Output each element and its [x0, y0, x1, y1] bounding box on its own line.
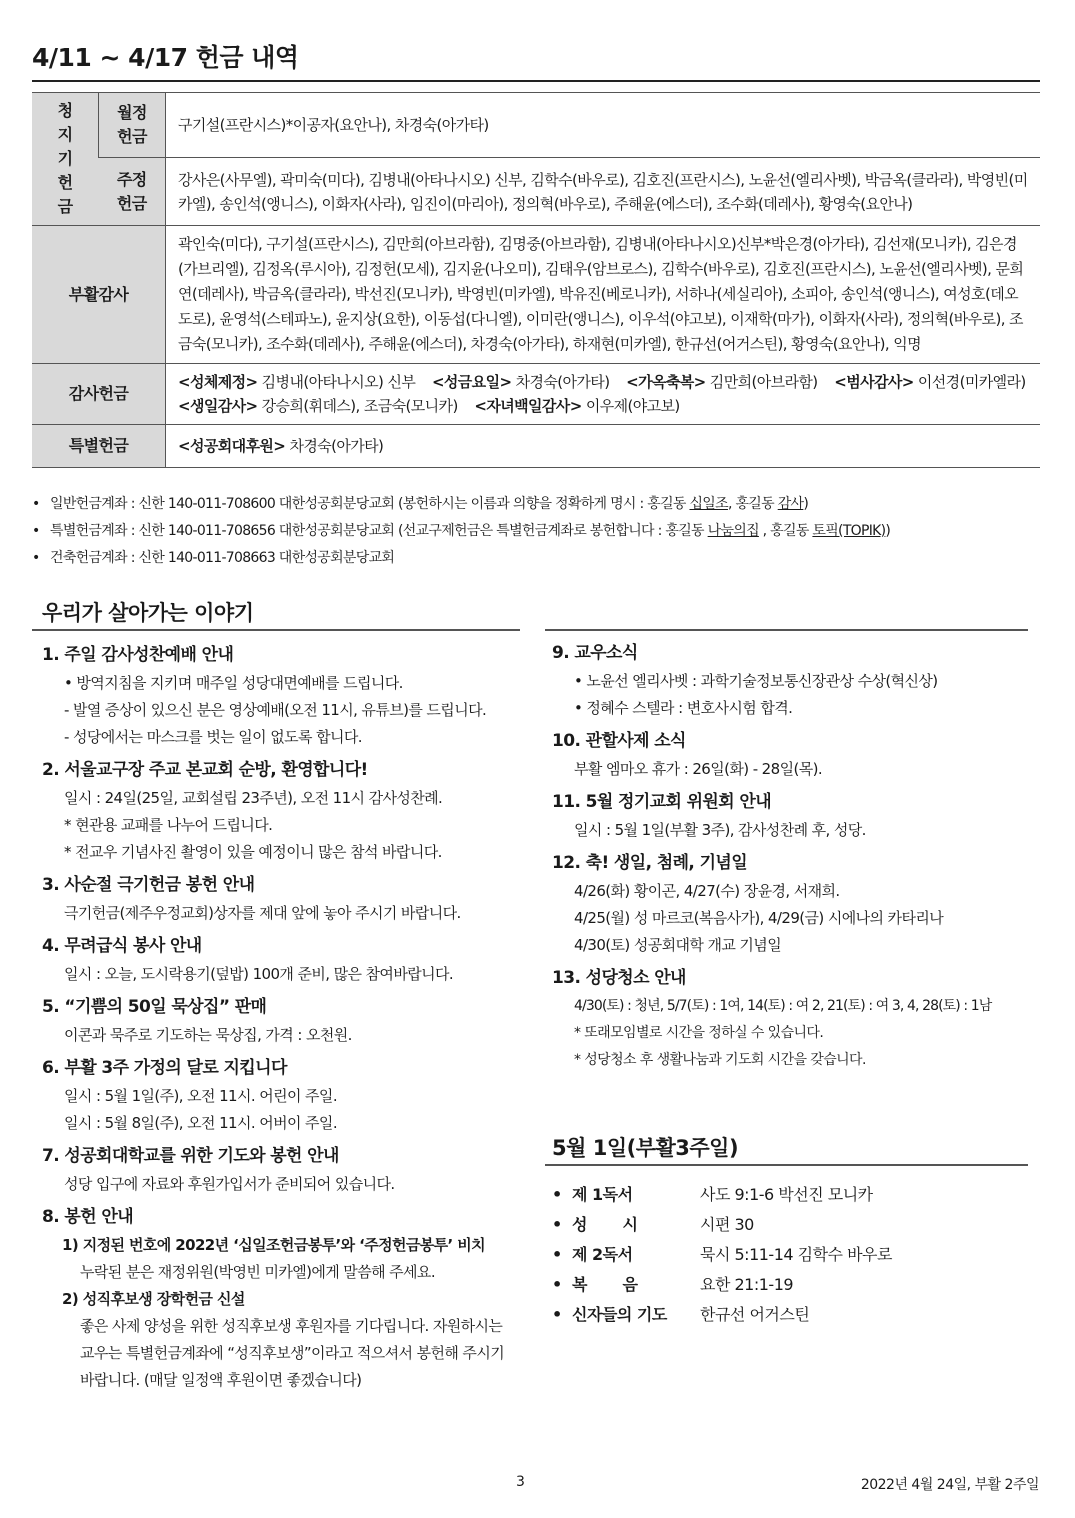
thanks-value: 강승희(휘데스), 조금숙(모니카)	[257, 397, 458, 415]
thanks-value: 이선경(미카엘라)	[913, 373, 1026, 391]
news-heading: 11. 5월 정기교회 위원회 안내	[552, 792, 772, 812]
news-line: 누락된 분은 재정위원(박영빈 미카엘)에게 말씀해 주세요.	[80, 1263, 435, 1281]
news-line: * 성당청소 후 생활나눔과 기도회 시간을 갖습니다.	[574, 1052, 866, 1068]
news-heading: 3. 사순절 극기헌금 봉헌 안내	[42, 875, 255, 895]
table-row	[32, 364, 1040, 425]
footer-date: 2022년 4월 24일, 부활 2주일	[860, 1477, 1039, 1493]
special-label: 특별헌금	[32, 425, 166, 468]
table-row	[32, 93, 1040, 158]
thanks-key: <자녀백일감사>	[474, 397, 582, 415]
account-text: , 홍길동	[727, 496, 778, 512]
news-line: - 성당에서는 마스크를 벗는 일이 없도록 합니다.	[64, 728, 362, 746]
news-line: 바랍니다. (매달 일정액 후원이면 좋겠습니다)	[80, 1371, 362, 1389]
news-heading: 10. 관할사제 소식	[552, 731, 686, 751]
account-general	[32, 491, 890, 518]
news-line: * 또래모임별로 시간을 정하실 수 있습니다.	[574, 1025, 824, 1041]
news-line: 4/26(화) 황이곤, 4/27(수) 장윤경, 서재희.	[574, 882, 840, 900]
account-list	[32, 491, 890, 572]
account-text: 일반헌금계좌 : 신한 140-011-708600 대한성공회분당교회 (봉헌하시는 이름과 의향을 정확하게 명시 : 홍길동	[50, 496, 690, 512]
reading-label: 제 2독서	[572, 1245, 633, 1264]
table-row	[32, 226, 1040, 364]
news-heading: 5. “기쁨의 50일 묵상집” 판매	[42, 997, 267, 1017]
offering-title: 4/11 ~ 4/17 헌금 내역	[32, 43, 299, 72]
news-line: 일시 : 오늘, 도시락용기(덮밥) 100개 준비, 많은 참여바랍니다.	[64, 965, 454, 983]
easter-text: 곽인숙(미다), 구기설(프란시스), 김만희(아브라함), 김명중(아브라함), 김병내(아타나시오)신부*박은경(아가타), 김선재(모니카), 김은경(가브리엘), 김정옥(루시아), 김정헌(모세), 김지윤(나오미), 김태우(암브로스), 김학수(바우로), 김호진(프란시스), 노윤선(엘리사벳), 문희연(데레사), 박금옥(클라라), 박선진(모니카), 박영빈(미카엘), 박유진(베로니카), 서하나(세실리아), 소피아, 송인석(앵니스), 여성호(데오도로), 윤영석(스테파노), 윤지상(요한), 이동섭(다니엘), 이미란(앵니스), 이우석(야고보), 이재학(마가), 이화자(사라), 정의혁(바우로), 조금숙(모니카), 조수화(데레사), 주해윤(에스더), 차경숙(아가타), 하재현(미카엘), 한규선(어거스틴), 황영숙(요안나), 익명	[166, 226, 1041, 364]
news-line: 일시 : 5월 1일(주), 오전 11시. 어린이 주일.	[64, 1087, 337, 1105]
reading-row: • 제 2독서 묵시 5:11-14 김학수 바우로	[552, 1240, 892, 1270]
news-line: * 전교우 기념사진 촬영이 있을 예정이니 많은 참석 바랍니다.	[64, 843, 442, 861]
account-text: 건축헌금계좌 : 신한 140-011-708663 대한성공회분당교회	[50, 550, 395, 566]
news-title: 우리가 살아가는 이야기	[42, 601, 254, 625]
news-line: 일시 : 5월 8일(주), 오전 11시. 어버이 주일.	[64, 1114, 337, 1132]
news-left-column	[42, 636, 532, 1394]
reading-value: 한규선 어거스틴	[700, 1305, 810, 1324]
news-rule-left	[32, 629, 520, 631]
tithe-label	[32, 93, 99, 226]
news-heading: 1. 주일 감사성찬예배 안내	[42, 645, 234, 665]
news-heading: 12. 축! 생일, 첨례, 기념일	[552, 853, 748, 873]
account-text: )	[885, 523, 891, 539]
lectionary-title: 5월 1일(부활3주일)	[552, 1136, 739, 1160]
reading-label: 복 음	[572, 1275, 638, 1294]
title-divider	[32, 80, 1040, 82]
news-line: • 정혜수 스텔라 : 변호사시험 합격.	[574, 699, 793, 717]
account-text: , 홍길동	[758, 523, 813, 539]
news-line: 4/30(토) : 청년, 5/7(토) : 1여, 14(토) : 여 2, 21(토) : 여 3, 4, 28(토) : 1남	[574, 998, 992, 1014]
news-line: • 방역지침을 지키며 매주일 성당대면예배를 드립니다.	[64, 674, 403, 692]
thanks-key: <가옥축복>	[626, 373, 706, 391]
thanks-key: <생일감사>	[178, 397, 258, 415]
news-line: 4/25(월) 성 마르코(복음사가), 4/29(금) 시에나의 카타리나	[574, 909, 944, 927]
news-heading: 8. 봉헌 안내	[42, 1207, 134, 1227]
account-text: 특별헌금계좌 : 신한 140-011-708656 대한성공회분당교회 (선교구제헌금은 특별헌금계좌로 봉헌합니다 : 홍길동	[50, 523, 708, 539]
monthly-label-text: 월정 헌금	[117, 103, 147, 146]
thanks-value: 이우제(야고보)	[581, 397, 680, 415]
news-line: 극기헌금(제주우정교회)상자를 제대 앞에 놓아 주시기 바랍니다.	[64, 904, 461, 922]
news-heading: 4. 무려급식 봉사 안내	[42, 936, 202, 956]
news-line: 일시 : 5월 1일(부활 3주), 감사성찬례 후, 성당.	[574, 821, 866, 839]
account-underlined: 나눔의집	[707, 523, 759, 539]
easter-label: 부활감사	[32, 226, 166, 364]
news-subheading: 2) 성직후보생 장학헌금 신설	[62, 1290, 245, 1308]
monthly-text: 구기설(프란시스)*이공자(요안나), 차경숙(아가타)	[166, 93, 1041, 158]
news-line: 교우는 특별헌금계좌에 “성직후보생”이라고 적으셔서 봉헌해 주시기	[80, 1344, 505, 1362]
account-underlined: 감사	[777, 496, 804, 512]
weekly-label	[99, 158, 166, 226]
reading-label: 성 시	[572, 1215, 638, 1234]
reading-value: 요한 21:1-19	[700, 1275, 794, 1294]
account-underlined: 십일조	[689, 496, 728, 512]
news-line: - 발열 증상이 있으신 분은 영상예배(오전 11시, 유튜브)를 드립니다.	[64, 701, 487, 719]
thanks-key: <성체제정>	[178, 373, 258, 391]
offering-table	[32, 92, 1040, 468]
news-right-column	[552, 634, 1032, 1074]
news-heading: 2. 서울교구장 주교 본교회 순방, 환영합니다!	[42, 760, 368, 780]
lectionary-rule	[545, 1164, 1028, 1166]
news-line: 일시 : 24일(25일, 교회설립 23주년), 오전 11시 감사성찬례.	[64, 789, 443, 807]
table-row	[32, 425, 1040, 468]
reading-label: 제 1독서	[572, 1185, 633, 1204]
thanks-value: 김병내(아타나시오) 신부	[257, 373, 416, 391]
news-heading: 7. 성공회대학교를 위한 기도와 봉헌 안내	[42, 1146, 339, 1166]
account-underlined: 토픽(TOPIK)	[812, 523, 886, 539]
reading-label: 신자들의 기도	[572, 1305, 667, 1324]
thanks-value: 차경숙(아가타)	[511, 373, 610, 391]
news-heading: 6. 부활 3주 가정의 달로 지킵니다	[42, 1058, 287, 1078]
news-line: 이콘과 묵주로 기도하는 묵상집, 가격 : 오천원.	[64, 1026, 352, 1044]
special-text	[166, 425, 1041, 468]
news-heading: 9. 교우소식	[552, 643, 638, 663]
news-heading: 13. 성당청소 안내	[552, 968, 686, 988]
news-line: 성당 입구에 자료와 후원가입서가 준비되어 있습니다.	[64, 1175, 395, 1193]
table-row	[32, 158, 1040, 226]
thanks-key: <범사감사>	[834, 373, 914, 391]
reading-value: 사도 9:1-6 박선진 모니카	[700, 1185, 873, 1204]
reading-row: • 신자들의 기도 한규선 어거스틴	[552, 1300, 892, 1330]
news-line: 4/30(토) 성공회대학 개교 기념일	[574, 936, 782, 954]
reading-row: • 복 음 요한 21:1-19	[552, 1270, 892, 1300]
monthly-label	[99, 93, 166, 158]
special-value: 차경숙(아가타)	[285, 437, 384, 455]
weekly-label-text: 주정 헌금	[116, 169, 147, 213]
reading-value: 묵시 5:11-14 김학수 바우로	[700, 1245, 892, 1264]
account-building	[32, 545, 890, 572]
news-subheading: 1) 지정된 번호에 2022년 ‘십일조헌금봉투’와 ‘주정헌금봉투’ 비치	[62, 1236, 486, 1254]
page-number: 3	[516, 1474, 525, 1490]
news-line: • 노윤선 엘리사벳 : 과학기술정보통신장관상 수상(혁신상)	[574, 672, 938, 690]
reading-value: 시편 30	[700, 1215, 754, 1234]
news-line: 좋은 사제 양성을 위한 성직후보생 후원자를 기다립니다. 자원하시는	[80, 1317, 503, 1335]
lectionary-list	[552, 1180, 892, 1330]
tithe-label-text: 청 지 기 헌 금	[57, 101, 73, 216]
thanks-text	[166, 364, 1041, 425]
thanks-value: 김만희(아브라함)	[705, 373, 818, 391]
news-line: * 현관용 교패를 나누어 드립니다.	[64, 816, 273, 834]
thanks-label: 감사헌금	[32, 364, 166, 425]
account-text: )	[803, 496, 809, 512]
news-line: 부활 엠마오 휴가 : 26일(화) - 28일(목).	[574, 760, 823, 778]
weekly-text: 강사은(사무엘), 곽미숙(미다), 김병내(아타나시오) 신부, 김학수(바우로), 김호진(프란시스), 노윤선(엘리사벳), 박금옥(클라라), 박영빈(미카엘), 송인석(앵니스), 이화자(사라), 임진이(마리아), 정의혁(바우로), 주해윤(에스더), 조수화(데레사), 황영숙(요안나)	[166, 158, 1041, 226]
reading-row: • 제 1독서 사도 9:1-6 박선진 모니카	[552, 1180, 892, 1210]
account-special	[32, 518, 890, 545]
thanks-key: <성금요일>	[431, 373, 512, 391]
special-key: <성공회대후원>	[178, 437, 286, 455]
news-rule-right	[545, 629, 1028, 631]
reading-row: • 성 시 시편 30	[552, 1210, 892, 1240]
